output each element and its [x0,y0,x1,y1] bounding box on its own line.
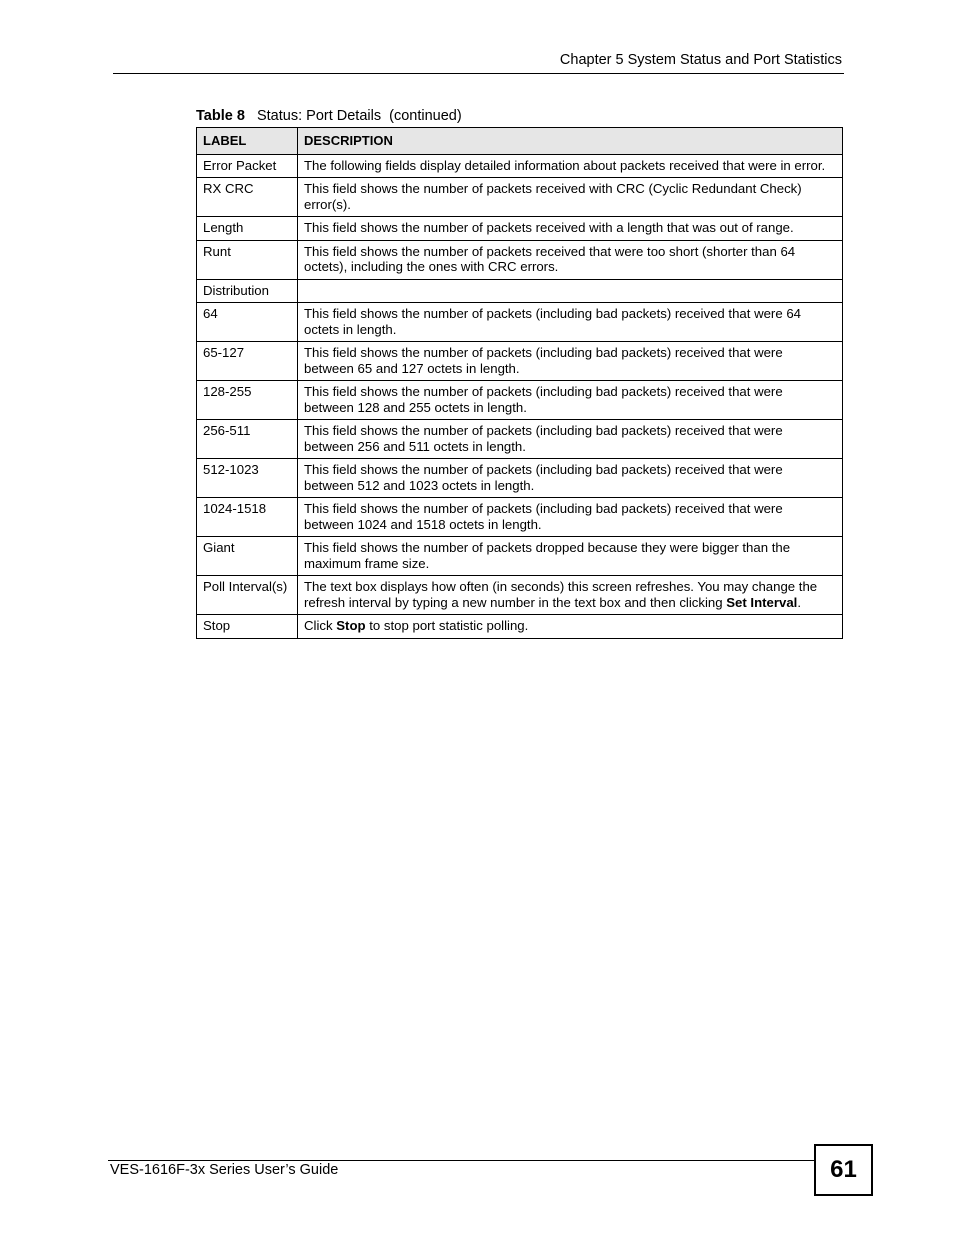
row-label: Poll Interval(s) [197,576,298,615]
table-row [197,459,843,498]
row-label: 64 [197,303,298,342]
row-label: Distribution [197,279,298,303]
row-description: This field shows the number of packets (including bad packets) received that were between 65 and 127 octets in length. [298,342,843,381]
row-description: This field shows the number of packets (including bad packets) received that were between 128 and 255 octets in length. [298,381,843,420]
row-description: This field shows the number of packets received with CRC (Cyclic Redundant Check) error(s). [298,178,843,217]
page-number: 61 [814,1144,873,1196]
row-description-bold: Set Interval [726,594,798,610]
table-caption [196,108,462,124]
port-details-table [196,127,843,639]
table-row [197,381,843,420]
table-row [197,217,843,241]
table-row [197,154,843,178]
guide-title: VES-1616F-3x Series User’s Guide [110,1162,339,1178]
row-description-bold: Stop [336,618,366,633]
table-row [197,303,843,342]
row-description-text: Click [304,618,337,633]
table-row [197,615,843,639]
table-caption-title: Status: Port Details (continued) [256,108,462,124]
row-description [298,615,843,639]
table-caption-spacer [245,108,257,124]
table-row [197,279,843,303]
row-description: This field shows the number of packets (including bad packets) received that were between 1024 and 1518 octets in length. [298,498,843,537]
table-row [197,537,843,576]
row-description-text: . [797,594,802,610]
header-divider [113,73,844,74]
row-description: This field shows the number of packets (including bad packets) received that were between 512 and 1023 octets in length. [298,459,843,498]
table-row [197,342,843,381]
row-label: 512-1023 [197,459,298,498]
row-label: Length [197,217,298,241]
row-description: This field shows the number of packets (including bad packets) received that were 64 octets in length. [298,303,843,342]
row-description: This field shows the number of packets dropped because they were bigger than the maximum frame size. [298,537,843,576]
footer-divider [108,1160,814,1161]
row-description: The following fields display detailed information about packets received that were in error. [298,154,843,178]
table-row [197,240,843,279]
row-label: Error Packet [197,154,298,178]
row-description: This field shows the number of packets received that were too short (shorter than 64 octets), including the ones with CRC errors. [298,240,843,279]
table-row [197,576,843,615]
row-label: 1024-1518 [197,498,298,537]
row-label: 65-127 [197,342,298,381]
row-description [298,279,843,303]
row-label: Runt [197,240,298,279]
row-description-text: The text box displays how often (in seconds) this screen refreshes. You may change the refresh interval by typing a new number in the text box and then clicking [304,579,818,610]
row-description-text: to stop port statistic polling. [365,618,529,633]
table-row [197,420,843,459]
row-description: This field shows the number of packets received with a length that was out of range. [298,217,843,241]
table-row [197,178,843,217]
table-header-row [197,128,843,155]
row-description [298,576,843,615]
row-label: 128-255 [197,381,298,420]
row-label: Giant [197,537,298,576]
row-description: This field shows the number of packets (including bad packets) received that were between 256 and 511 octets in length. [298,420,843,459]
table-row [197,498,843,537]
column-header-description: DESCRIPTION [298,128,843,155]
row-label: 256-511 [197,420,298,459]
table-caption-number: Table 8 [196,108,245,124]
column-header-label: LABEL [197,128,298,155]
row-label: Stop [197,615,298,639]
chapter-header: Chapter 5 System Status and Port Statistics [559,52,842,68]
row-label: RX CRC [197,178,298,217]
